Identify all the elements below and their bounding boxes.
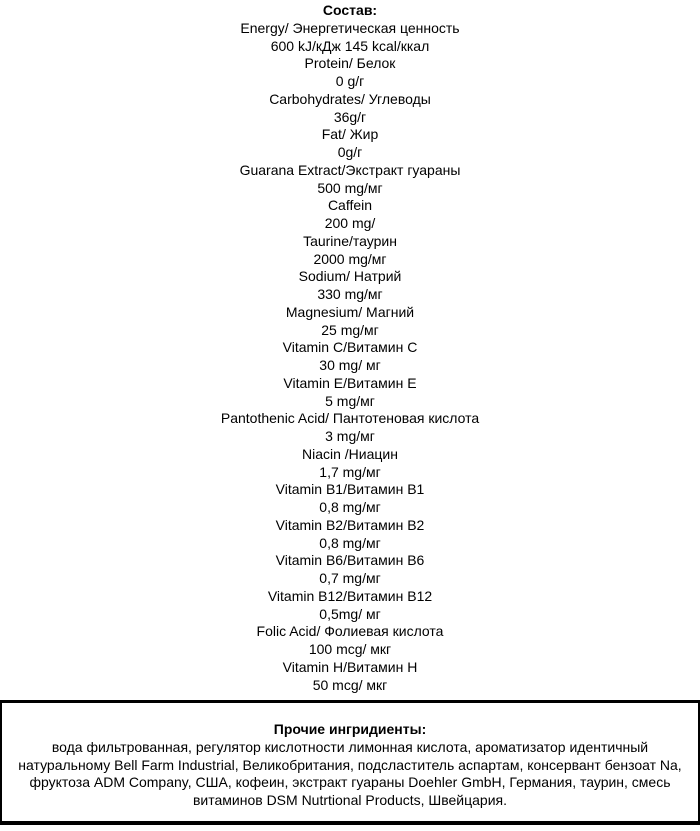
composition-line: Vitamin B12/Витамин B12 [267, 587, 433, 604]
composition-line: Energy/ Энергетическая ценность [240, 19, 460, 36]
composition-line: Protein/ Белок [304, 55, 396, 72]
composition-line: 36g/г [333, 108, 367, 125]
composition-line: Vitamin H/Витамин H [282, 658, 418, 675]
composition-line: 1,7 mg/мг [319, 463, 381, 480]
composition-line: 0g/г [337, 144, 363, 160]
composition-line: 3 mg/мг [325, 428, 375, 444]
composition-line: Vitamin B6/Витамин B6 [275, 552, 425, 569]
composition-line: 0,7 mg/мг [319, 570, 381, 586]
composition-line: 0,8 mg/мг [319, 499, 381, 515]
composition-title: Состав: [322, 2, 378, 18]
other-ingredients-title: Прочие ингридиенты: [273, 721, 427, 737]
composition-line: 600 kJ/кДж 145 kcal/ккал [270, 37, 430, 54]
composition-section [0, 2, 700, 694]
composition-line: 50 mcg/ мкг [312, 676, 388, 693]
composition-line: 500 mg/мг [317, 179, 383, 196]
composition-lines [0, 20, 700, 695]
composition-line: Sodium/ Натрий [298, 268, 402, 285]
composition-line: Niacin /Ниацин [302, 445, 398, 462]
composition-line: Folic Acid/ Фолиевая кислота [256, 623, 444, 640]
other-ingredients-line: натуральному Bell Farm Industrial, Великобритания, подсластитель аспартам, консервант бензоат Na, [18, 756, 682, 773]
composition-line: 0 g/г [335, 73, 365, 89]
composition-line: 30 mg/ мг [319, 357, 381, 373]
composition-line: Vitamin B2/Витамин B2 [275, 516, 425, 533]
composition-line: Vitamin B1/Витамин B1 [275, 481, 425, 498]
composition-line: 0,5mg/ мг [319, 605, 381, 622]
other-ingredients-box [0, 700, 700, 825]
composition-line: 2000 mg/мг [313, 250, 387, 267]
composition-line: 330 mg/мг [317, 286, 383, 302]
composition-line: 5 mg/мг [325, 392, 375, 409]
composition-line: Guarana Extract/Экстракт гуараны [239, 161, 461, 178]
other-ingredients-line: вода фильтрованная, регулятор кислотности лимонная кислота, ароматизатор идентичный [51, 738, 649, 755]
composition-line: 25 mg/мг [321, 321, 379, 338]
composition-line: Vitamin E/Витамин E [283, 374, 417, 391]
composition-line: Fat/ Жир [321, 126, 379, 143]
composition-line: Magnesium/ Магний [285, 303, 415, 320]
composition-line: Taurine/таурин [303, 232, 397, 249]
composition-line: Pantothenic Acid/ Пантотеновая кислота [220, 410, 480, 427]
composition-line: 200 mg/ [324, 215, 376, 231]
composition-line: Caffein [327, 197, 373, 214]
other-ingredients-lines [2, 739, 698, 810]
composition-line: 0,8 mg/мг [319, 534, 381, 551]
other-ingredients-line: фруктоза ADM Company, США, кофеин, экстракт гуараны Doehler GmbH, Германия, таурин, смесь [29, 774, 671, 791]
other-ingredients-line: витаминов DSM Nutrtional Products, Швейцария. [192, 792, 508, 808]
composition-line: Vitamin C/Витамин C [282, 339, 418, 356]
composition-line: Carbohydrates/ Углеводы [269, 90, 431, 107]
composition-line: 100 mcg/ мкг [308, 641, 392, 657]
